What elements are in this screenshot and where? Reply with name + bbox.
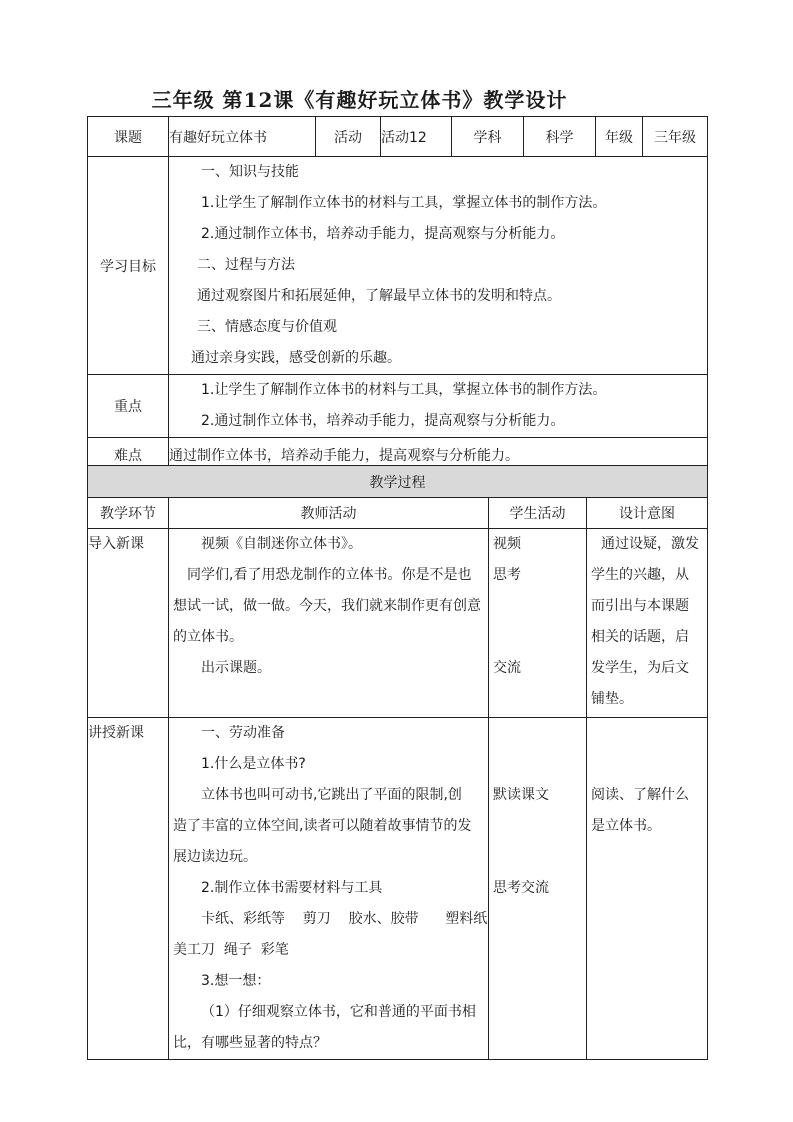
objective-line: 通过观察图片和拓展延伸，了解最早立体书的发明和特点。 — [197, 288, 561, 304]
intro-intent-line: 通过设疑，激发 — [601, 536, 699, 552]
intro-student-line: 思考 — [493, 567, 521, 583]
header-row — [88, 117, 708, 157]
grade-value: 三年级 — [643, 117, 708, 157]
subject-value: 科学 — [524, 117, 596, 157]
lesson-teacher-line: （1）仔细观察立体书，它和普通的平面书相 — [201, 1004, 476, 1020]
objective-line: 一、知识与技能 — [201, 164, 299, 180]
activity-value: 活动12 — [381, 117, 452, 157]
objectives-row — [88, 157, 708, 375]
intro-intent — [587, 529, 708, 718]
intro-teacher-line: 出示课题。 — [201, 660, 271, 676]
activity-label: 活动 — [316, 117, 381, 157]
intro-intent-line: 发学生，为后文 — [591, 660, 689, 676]
lesson-teacher-line: 卡纸、彩纸等 剪刀 胶水、胶带 塑料纸 — [201, 911, 488, 927]
lesson-teacher-line: 一、劳动准备 — [201, 725, 285, 741]
lesson-teacher-line: 立体书也叫可动书,它跳出了平面的限制,创 — [201, 787, 462, 803]
difficulties-text: 通过制作立体书，培养动手能力，提高观察与分析能力。 — [169, 438, 708, 472]
grade-label: 年级 — [596, 117, 643, 157]
key-point-line: 1.让学生了解制作立体书的材料与工具，掌握立体书的制作方法。 — [201, 382, 607, 398]
header-intent: 设计意图 — [587, 498, 708, 529]
intro-teacher-line: 想试一试，做一做。今天，我们就来制作更有创意 — [173, 598, 481, 614]
topic-value: 有趣好玩立体书 — [169, 117, 316, 157]
lesson-teacher-line: 3.想一想： — [201, 973, 271, 989]
intro-stage: 导入新课 — [88, 536, 144, 552]
header-teacher: 教师活动 — [169, 498, 489, 529]
process-table — [87, 465, 708, 1060]
lesson-intent-line: 阅读、了解什么 — [591, 787, 689, 803]
lesson-student-line: 思考交流 — [493, 880, 549, 896]
lesson-row — [88, 718, 708, 1060]
intro-intent-line: 而引出与本课题 — [591, 598, 689, 614]
objectives-content — [169, 157, 708, 375]
process-band-row — [88, 466, 708, 498]
process-header-row — [88, 498, 708, 529]
objective-line: 通过亲身实践，感受创新的乐趣。 — [191, 350, 401, 366]
topic-label: 课题 — [88, 117, 169, 157]
key-points-content — [169, 375, 708, 438]
course-info-table — [87, 116, 708, 472]
intro-teacher — [169, 529, 489, 718]
intro-intent-line: 相关的话题，启 — [591, 629, 689, 645]
lesson-student — [489, 718, 587, 1060]
lesson-stage: 讲授新课 — [88, 725, 144, 741]
lesson-student-line: 默读课文 — [493, 787, 549, 803]
key-points-row — [88, 375, 708, 438]
difficulties-label: 难点 — [88, 438, 169, 472]
header-stage: 教学环节 — [88, 498, 169, 529]
lesson-teacher-line: 美工刀 绳子 彩笔 — [173, 942, 289, 958]
intro-teacher-line: 视频《自制迷你立体书》。 — [201, 536, 362, 552]
lesson-teacher-line: 比，有哪些显著的特点？ — [173, 1035, 327, 1051]
lesson-intent — [587, 718, 708, 1060]
objective-line: 2.通过制作立体书，培养动手能力，提高观察与分析能力。 — [201, 226, 565, 242]
lesson-teacher — [169, 718, 489, 1060]
lesson-teacher-line: 1.什么是立体书? — [201, 756, 306, 772]
lesson-teacher-line: 造了丰富的立体空间,读者可以随着故事情节的发 — [173, 818, 472, 834]
intro-student — [489, 529, 587, 718]
lesson-intent-line: 是立体书。 — [591, 818, 661, 834]
lesson-teacher-line: 2.制作立体书需要材料与工具 — [201, 880, 383, 896]
intro-teacher-line: 的立体书。 — [173, 629, 243, 645]
intro-intent-line: 学生的兴趣，从 — [591, 567, 689, 583]
key-point-line: 2.通过制作立体书，培养动手能力，提高观察与分析能力。 — [201, 413, 565, 429]
objective-line: 三、情感态度与价值观 — [197, 319, 337, 335]
intro-student-line: 交流 — [493, 660, 521, 676]
intro-intent-line: 铺垫。 — [591, 691, 633, 707]
intro-teacher-line: 同学们,看了用恐龙制作的立体书。你是不是也 — [187, 567, 472, 583]
document-title: 三年级 第12课《有趣好玩立体书》教学设计 — [151, 88, 568, 112]
objective-line: 二、过程与方法 — [197, 257, 295, 273]
key-points-label: 重点 — [88, 375, 169, 438]
process-band: 教学过程 — [88, 466, 708, 498]
intro-student-line: 视频 — [493, 536, 521, 552]
objectives-label: 学习目标 — [88, 157, 169, 375]
subject-label: 学科 — [452, 117, 524, 157]
objective-line: 1.让学生了解制作立体书的材料与工具，掌握立体书的制作方法。 — [201, 195, 607, 211]
intro-row — [88, 529, 708, 718]
lesson-teacher-line: 展边读边玩。 — [173, 849, 257, 865]
header-student: 学生活动 — [489, 498, 587, 529]
